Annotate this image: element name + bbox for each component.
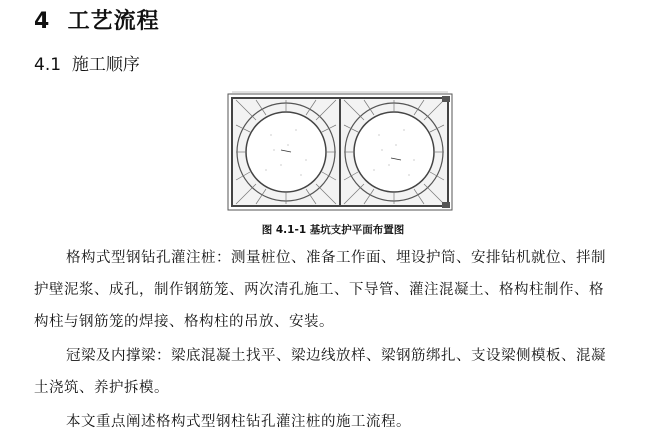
paragraph-line: 土浇筑、养护拆模。 xyxy=(34,380,169,396)
subsection-title: 施工顺序 xyxy=(71,55,140,75)
section-number: 4 xyxy=(34,9,51,34)
subsection-heading xyxy=(34,50,140,75)
paragraph-line: 冠梁及内撑梁：梁底混凝土找平、梁边线放样、梁钢筋绑扎、支设梁侧模板、混凝 xyxy=(66,348,606,364)
paragraph-bored-pile xyxy=(34,242,634,338)
subsection-number: 4.1 xyxy=(34,55,62,75)
paragraph-line: 格构式型钢钻孔灌注桩：测量桩位、准备工作面、埋设护筒、安排钻机就位、拌制 xyxy=(66,250,606,266)
paragraph-line: 护壁泥浆、成孔，制作钢筋笼、两次清孔施工、下导管、灌注混凝土、格构柱制作、格 xyxy=(34,282,604,298)
foundation-pit-support-plan-figure xyxy=(226,90,454,214)
paragraph-crown-beam xyxy=(34,340,634,404)
figure-caption: 图 4.1-1 基坑支护平面布置图 xyxy=(261,224,405,236)
section-heading xyxy=(34,4,160,35)
paragraph-focus xyxy=(34,406,634,438)
paragraph-line: 构柱与钢筋笼的焊接、格构柱的吊放、安装。 xyxy=(34,314,334,330)
paragraph-line: 本文重点阐述格构式型钢柱钻孔灌注桩的施工流程。 xyxy=(66,414,411,430)
section-title: 工艺流程 xyxy=(67,9,160,34)
